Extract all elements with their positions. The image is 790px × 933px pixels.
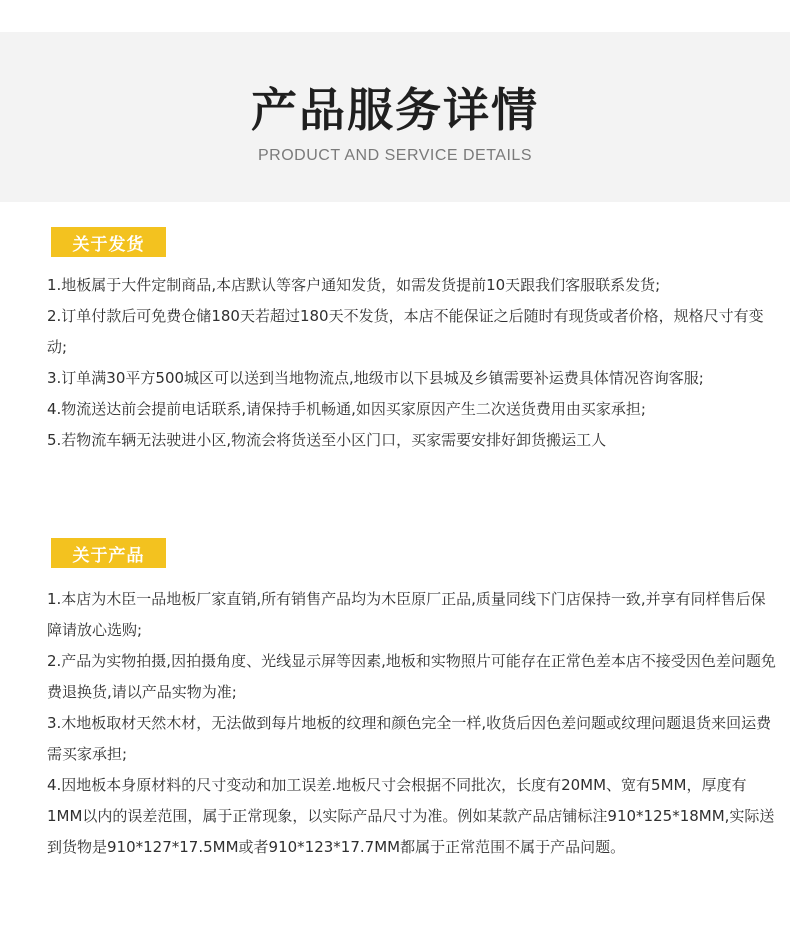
top-margin xyxy=(0,0,790,32)
shipping-item: 1.地板属于大件定制商品,本店默认等客户通知发货，如需发货提前10天跟我们客服联系发货; xyxy=(47,276,661,294)
product-heading-badge: 关于产品 xyxy=(51,538,166,568)
product-item: 1.本店为木臣一品地板厂家直销,所有销售产品均为木臣原厂正品,质量同线下门店保持一致,并享有同样售后保障请放心选购; xyxy=(47,590,766,639)
page-title: 产品服务详情 xyxy=(251,83,539,137)
shipping-heading-badge: 关于发货 xyxy=(51,227,166,257)
product-item: 3.木地板取材天然木材，无法做到每片地板的纹理和颜色完全一样,收货后因色差问题或纹理问题退货来回运费需买家承担; xyxy=(47,714,772,763)
shipping-item: 2.订单付款后可免费仓储180天若超过180天不发货，本店不能保证之后随时有现货或者价格，规格尺寸有变动; xyxy=(47,307,764,356)
shipping-item: 3.订单满30平方500城区可以送到当地物流点,地级市以下县城及乡镇需要补运费具体情况咨询客服; xyxy=(47,369,704,387)
product-list xyxy=(47,584,777,863)
page-subtitle: PRODUCT AND SERVICE DETAILS xyxy=(257,147,532,164)
shipping-item: 5.若物流车辆无法驶进小区,物流会将货送至小区门口，买家需要安排好卸货搬运工人 xyxy=(47,431,607,449)
shipping-list xyxy=(47,270,777,456)
page-header xyxy=(0,32,790,202)
shipping-item: 4.物流送达前会提前电话联系,请保持手机畅通,如因买家原因产生二次送货费用由买家承担; xyxy=(47,400,646,418)
product-item: 2.产品为实物拍摄,因拍摄角度、光线显示屏等因素,地板和实物照片可能存在正常色差本店不接受因色差问题免费退换货,请以产品实物为准; xyxy=(47,652,776,701)
product-item: 4.因地板本身原材料的尺寸变动和加工误差.地板尺寸会根据不同批次，长度有20MM、宽有5MM，厚度有1MM以内的误差范围，属于正常现象，以实际产品尺寸为准。例如某款产品店铺标注910*125*18MM,实际送到货物是910*127*17.5MM或者910*123*17.7MM都属于正常范围不属于产品问题。 xyxy=(47,776,775,856)
